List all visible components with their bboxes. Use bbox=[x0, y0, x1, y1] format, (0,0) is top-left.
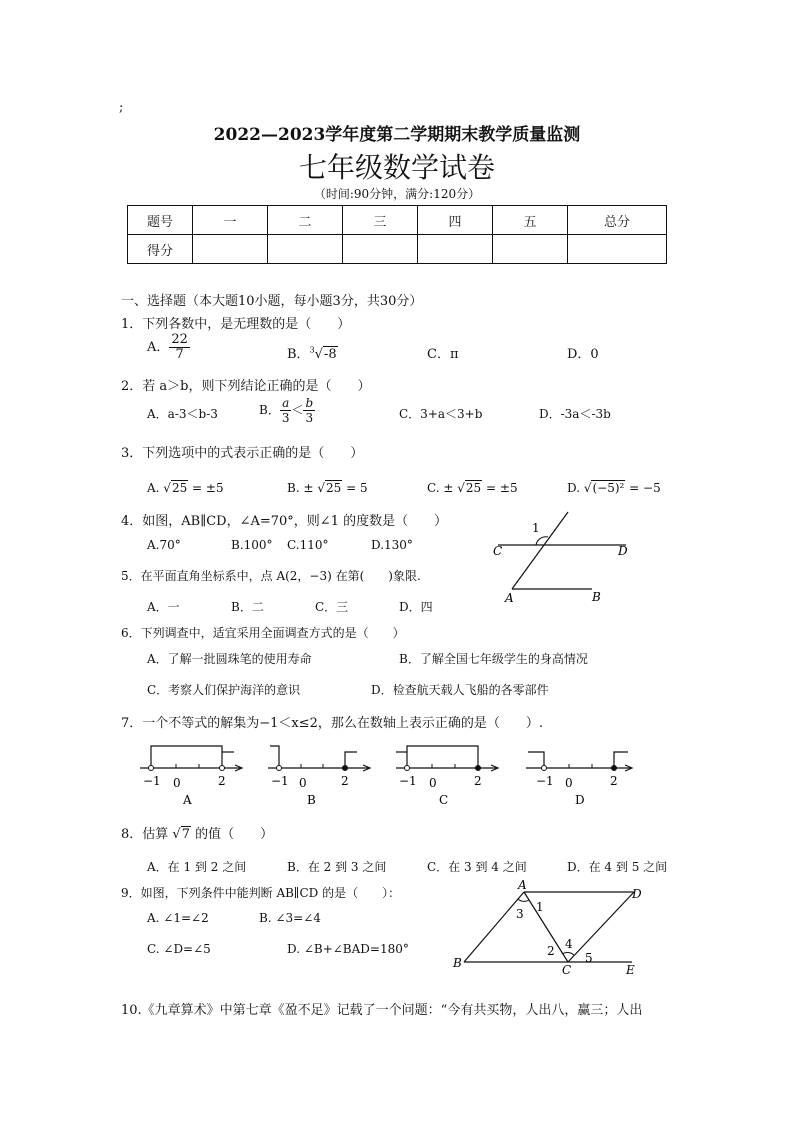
q9-option-b: B. ∠3=∠4 bbox=[259, 911, 321, 925]
open-dot bbox=[405, 766, 410, 771]
q9-label-5: 5 bbox=[585, 951, 593, 965]
q3-b-radicand: 25 bbox=[325, 481, 342, 495]
score-input-cell[interactable] bbox=[193, 235, 268, 264]
q3-a-radicand: 25 bbox=[171, 481, 188, 495]
q9-label-d: D bbox=[632, 887, 642, 901]
exam-subtitle: 七年级数学试卷 bbox=[298, 151, 495, 184]
open-dot bbox=[149, 766, 154, 771]
q6-option-c: C．考察人们保护海洋的意识 bbox=[147, 683, 301, 697]
q9-line-ac bbox=[524, 892, 568, 962]
tick-label: −1 bbox=[143, 774, 161, 788]
q1-a-label: A． bbox=[147, 340, 170, 355]
q9-label-1: 1 bbox=[536, 900, 544, 914]
q8-option-a: A．在 1 到 2 之间 bbox=[147, 860, 247, 874]
tick-label: 0 bbox=[429, 776, 437, 790]
q10-stem: 10.《九章算术》中第七章《盈不足》记载了一个问题：“今有共买物，人出八，赢三；人出 bbox=[121, 1003, 643, 1018]
score-cell: 五 bbox=[493, 206, 568, 235]
score-input-cell[interactable] bbox=[568, 235, 667, 264]
closed-dot bbox=[612, 766, 617, 771]
tick-label: −1 bbox=[271, 774, 289, 788]
open-dot bbox=[220, 766, 225, 771]
q2-option-a: A．a-3＜b-3 bbox=[147, 407, 218, 421]
q1-b-index: 3 bbox=[309, 345, 315, 355]
q9-label-b: B bbox=[453, 956, 462, 970]
q7-numberline-c bbox=[394, 740, 502, 810]
q9-label-2: 2 bbox=[547, 944, 555, 958]
q3-c-pre: C. ± bbox=[427, 481, 458, 495]
q4-angle-arc bbox=[536, 537, 548, 545]
tick-label: 0 bbox=[299, 776, 307, 790]
q8-stem-pre: 8．估算 bbox=[121, 827, 173, 842]
q4-transversal bbox=[512, 512, 568, 589]
q2-option-b bbox=[259, 396, 315, 425]
q9-label-a: A bbox=[518, 878, 527, 892]
tick-label: 2 bbox=[474, 774, 482, 788]
q1-option-a bbox=[147, 333, 190, 362]
q6-option-d: D．检查航天载人飞船的各零部件 bbox=[371, 683, 549, 697]
q1-option-c: C．π bbox=[427, 347, 459, 362]
tick-label: 0 bbox=[173, 776, 181, 790]
q5-option-c: C．三 bbox=[315, 600, 349, 614]
score-cell: 题号 bbox=[128, 206, 193, 235]
score-cell: 得分 bbox=[128, 235, 193, 264]
score-input-cell[interactable] bbox=[418, 235, 493, 264]
q9-option-a: A. ∠1=∠2 bbox=[147, 911, 209, 925]
q3-option-b: B. ± √25 = 5 bbox=[287, 481, 368, 495]
q4-label-angle: 1 bbox=[532, 521, 540, 535]
score-table-header-row bbox=[128, 206, 667, 235]
q9-label-4: 4 bbox=[565, 937, 573, 951]
q1-option-d: D．0 bbox=[567, 347, 599, 362]
q3-d-pre: D. bbox=[567, 481, 584, 495]
solution-bracket bbox=[345, 752, 357, 768]
q3-option-d: D. √(−5)² = −5 bbox=[567, 481, 661, 495]
q9-line-ab bbox=[464, 892, 524, 962]
section-heading: 一、选择题（本大题10小题，每小题3分，共30分） bbox=[121, 294, 423, 309]
solution-bracket bbox=[407, 746, 478, 768]
q3-d-post: = −5 bbox=[625, 481, 661, 495]
score-cell: 总分 bbox=[568, 206, 667, 235]
q5-option-d: D．四 bbox=[399, 600, 433, 614]
q3-b-pre: B. ± bbox=[287, 481, 318, 495]
q1-b-radicand: -8 bbox=[323, 347, 337, 362]
q8-option-c: C．在 3 到 4 之间 bbox=[427, 860, 527, 874]
q8-radicand: 7 bbox=[181, 827, 190, 842]
q2-option-c: C．3+a＜3+b bbox=[399, 407, 483, 421]
score-table bbox=[127, 205, 667, 264]
q2-b-num2: b bbox=[305, 396, 314, 410]
tick-label: −1 bbox=[536, 774, 554, 788]
q1-option-b: B．$^3$√-8 bbox=[287, 345, 337, 362]
q2-b-frac2 bbox=[303, 396, 315, 425]
q9-label-3: 3 bbox=[516, 907, 524, 921]
solution-bracket bbox=[151, 746, 222, 768]
q1-a-denominator: 7 bbox=[175, 347, 184, 362]
q5-option-b: B．二 bbox=[231, 600, 264, 614]
q9-label-c: C bbox=[562, 963, 572, 977]
q2-b-num1: a bbox=[280, 396, 292, 411]
q3-b-post: = 5 bbox=[342, 481, 368, 495]
top-mark: ; bbox=[119, 100, 124, 115]
q4-label-c: C bbox=[493, 544, 503, 558]
q2-stem: 2．若 a＞b，则下列结论正确的是（ ） bbox=[121, 379, 371, 394]
solution-bracket bbox=[270, 746, 279, 768]
q8-stem: 8．估算 √7 的值（ ） bbox=[121, 827, 274, 842]
q2-b-lt: ＜ bbox=[291, 403, 304, 417]
closed-dot bbox=[343, 766, 348, 771]
q3-stem: 3．下列选项中的式表示正确的是（ ） bbox=[121, 446, 364, 461]
q2-option-d: D．-3a＜-3b bbox=[539, 407, 611, 421]
q3-a-pre: A. bbox=[147, 481, 164, 495]
q4-label-d: D bbox=[618, 544, 628, 558]
q4-figure bbox=[488, 505, 638, 607]
option-label: B bbox=[307, 793, 316, 807]
q2-b-frac1 bbox=[280, 396, 292, 425]
score-input-cell[interactable] bbox=[493, 235, 568, 264]
q3-c-radicand: 25 bbox=[465, 481, 482, 495]
q3-option-c: C. ± √25 = ±5 bbox=[427, 481, 518, 495]
q4-option-a: A.70° bbox=[147, 538, 181, 552]
tick-label: 0 bbox=[565, 776, 573, 790]
q4-label-b: B bbox=[592, 590, 601, 604]
option-label: C bbox=[439, 793, 449, 807]
closed-dot bbox=[476, 766, 481, 771]
q4-option-d: D.130° bbox=[371, 538, 413, 552]
q1-stem: 1．下列各数中，是无理数的是（ ） bbox=[121, 317, 351, 332]
q5-stem: 5．在平面直角坐标系中，点 A(2，−3) 在第( )象限. bbox=[121, 569, 421, 583]
q9-figure bbox=[448, 878, 644, 978]
q3-option-a: A. √25 = ±5 bbox=[147, 481, 224, 495]
exam-info: （时间:90分钟，满分:120分） bbox=[313, 187, 481, 201]
score-input-cell[interactable] bbox=[268, 235, 343, 264]
q2-b-label: B． bbox=[259, 403, 280, 417]
q4-option-c: C.110° bbox=[287, 538, 329, 552]
q2-b-den1: 3 bbox=[281, 411, 290, 425]
q1-a-fraction bbox=[169, 333, 190, 362]
q3-c-post: = ±5 bbox=[482, 481, 518, 495]
open-dot bbox=[542, 766, 547, 771]
q1-a-numerator: 22 bbox=[171, 332, 188, 347]
score-cell: 一 bbox=[193, 206, 268, 235]
q1-b-label: B． bbox=[287, 347, 310, 362]
q9-line-cd bbox=[568, 892, 634, 962]
q9-stem: 9．如图，下列条件中能判断 AB∥CD 的是（ ）： bbox=[121, 886, 401, 900]
q7-stem: 7．一个不等式的解集为−1＜x≤2，那么在数轴上表示正确的是（ ）. bbox=[121, 716, 544, 731]
score-cell: 三 bbox=[343, 206, 418, 235]
q7-numberline-a bbox=[138, 740, 246, 810]
q7-numberline-b bbox=[266, 740, 374, 810]
q4-option-b: B.100° bbox=[231, 538, 273, 552]
open-dot bbox=[277, 766, 282, 771]
tick-label: 2 bbox=[610, 774, 618, 788]
q3-a-post: = ±5 bbox=[188, 481, 224, 495]
tick-label: 2 bbox=[218, 774, 226, 788]
q9-angle-arc bbox=[518, 899, 529, 901]
q9-option-c: C. ∠D=∠5 bbox=[147, 942, 211, 956]
score-cell: 四 bbox=[418, 206, 493, 235]
solution-bracket bbox=[528, 752, 544, 768]
q6-option-b: B．了解全国七年级学生的身高情况 bbox=[399, 652, 588, 666]
q9-label-e: E bbox=[626, 963, 635, 977]
q6-option-a: A．了解一批圆珠笔的使用寿命 bbox=[147, 652, 312, 666]
option-label: D bbox=[575, 793, 585, 807]
score-input-cell[interactable] bbox=[343, 235, 418, 264]
score-cell: 二 bbox=[268, 206, 343, 235]
q7-numberline-d bbox=[524, 740, 636, 810]
q4-stem: 4．如图，AB∥CD，∠A=70°，则∠1 的度数是（ ） bbox=[121, 514, 448, 529]
q6-stem: 6．下列调查中，适宜采用全面调查方式的是（ ） bbox=[121, 626, 405, 640]
exam-title: 2022—2023学年度第二学期期末教学质量监测 bbox=[213, 125, 581, 145]
q8-option-b: B．在 2 到 3 之间 bbox=[287, 860, 387, 874]
q9-option-d: D. ∠B+∠BAD=180° bbox=[287, 942, 409, 956]
q3-d-radicand: (−5)² bbox=[592, 481, 625, 495]
score-table-score-row bbox=[128, 235, 667, 264]
q8-stem-post: 的值（ ） bbox=[190, 827, 274, 842]
q5-option-a: A．一 bbox=[147, 600, 180, 614]
q8-option-d: D．在 4 到 5 之间 bbox=[567, 860, 668, 874]
q4-label-a: A bbox=[505, 591, 514, 605]
option-label: A bbox=[183, 793, 192, 807]
q2-b-den2: 3 bbox=[305, 411, 314, 425]
tick-label: 2 bbox=[341, 774, 349, 788]
tick-label: −1 bbox=[399, 774, 417, 788]
